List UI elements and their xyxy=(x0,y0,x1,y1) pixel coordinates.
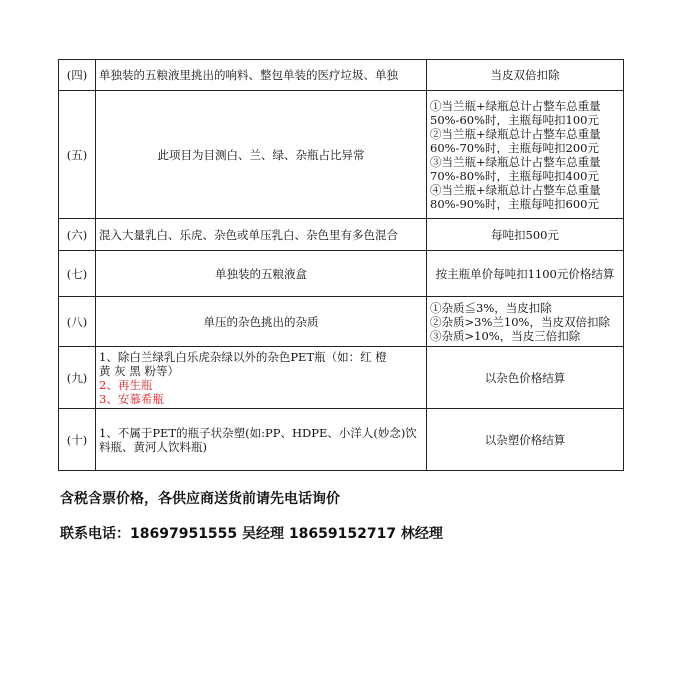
row-item: 混入大量乳白、乐虎、杂色或单压乳白、杂色里有多色混合 xyxy=(96,219,427,251)
item-line: 黄 灰 黑 粉等） xyxy=(99,363,179,378)
rule-line: ④当兰瓶+绿瓶总计占整车总重量 xyxy=(430,182,601,197)
row-rule: 当皮双倍扣除 xyxy=(427,60,624,91)
rule-line: 50%-60%时，主瓶每吨扣100元 xyxy=(430,112,599,127)
row-item: 此项目为目测白、兰、绿、杂瓶占比异常 xyxy=(96,91,427,219)
item-line-red: 3、安慕希瓶 xyxy=(99,391,164,406)
row-item: 单压的杂色挑出的杂质 xyxy=(96,297,427,347)
row-item xyxy=(96,347,427,409)
item-line: 1、除白兰绿乳白乐虎杂绿以外的杂色PET瓶（如：红 橙 xyxy=(99,349,387,364)
rule-line: ③杂质>10%，当皮三倍扣除 xyxy=(430,328,581,343)
row-rule: 按主瓶单价每吨扣1100元价格结算 xyxy=(427,251,624,297)
price-notice: 含税含票价格，各供应商送货前请先电话询价 xyxy=(60,491,340,507)
row-number: (四) xyxy=(59,60,96,91)
table-row xyxy=(59,219,624,251)
rule-line: ③当兰瓶+绿瓶总计占整车总重量 xyxy=(430,154,601,169)
table-row xyxy=(59,91,624,219)
table-row xyxy=(59,251,624,297)
table-row xyxy=(59,60,624,91)
row-rule: 每吨扣500元 xyxy=(427,219,624,251)
rule-line: 80%-90%时，主瓶每吨扣600元 xyxy=(430,196,599,211)
deduction-table xyxy=(58,59,624,471)
row-number: (十) xyxy=(59,409,96,471)
item-line-red: 2、再生瓶 xyxy=(99,377,153,392)
row-number: (五) xyxy=(59,91,96,219)
row-number: (八) xyxy=(59,297,96,347)
table-row xyxy=(59,409,624,471)
row-number: (六) xyxy=(59,219,96,251)
row-rule: 以杂塑价格结算 xyxy=(427,409,624,471)
rule-line: ②当兰瓶+绿瓶总计占整车总重量 xyxy=(430,126,601,141)
table-row xyxy=(59,297,624,347)
row-item: 单独装的五粮液盒 xyxy=(96,251,427,297)
rule-line: ②杂质>3%兰10%，当皮双倍扣除 xyxy=(430,314,610,329)
row-number: (九) xyxy=(59,347,96,409)
row-rule xyxy=(427,297,624,347)
row-item: 单独装的五粮液里挑出的响料、整包单装的医疗垃圾、单独 xyxy=(96,60,427,91)
rule-line: ①当兰瓶+绿瓶总计占整车总重量 xyxy=(430,98,601,113)
row-number: (七) xyxy=(59,251,96,297)
table-row xyxy=(59,347,624,409)
rule-line: ①杂质≦3%，当皮扣除 xyxy=(430,300,552,315)
rule-line: 60%-70%时，主瓶每吨扣200元 xyxy=(430,140,599,155)
rule-line: 70%-80%时，主瓶每吨扣400元 xyxy=(430,168,599,183)
contact-info: 联系电话：18697951555 吴经理 18659152717 林经理 xyxy=(60,526,443,542)
row-rule xyxy=(427,91,624,219)
row-item: 1、不属于PET的瓶子状杂塑(如:PP、HDPE、小洋人(妙念)饮料瓶、黄河人饮料瓶) xyxy=(96,409,427,471)
row-rule: 以杂色价格结算 xyxy=(427,347,624,409)
